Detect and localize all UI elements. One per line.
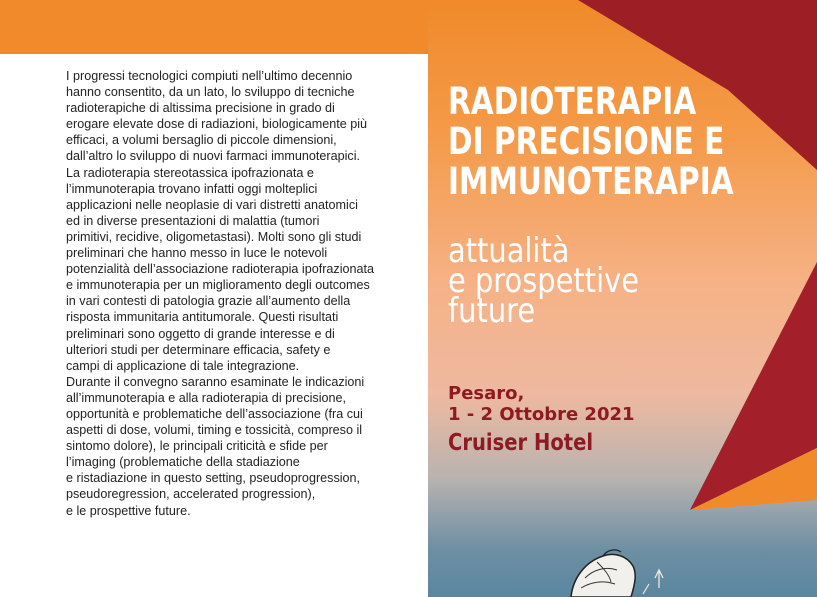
event-dates: 1 - 2 Ottobre 2021 [448, 404, 635, 425]
text-line: erogare elevate dose di radiazioni, biologicamente più [66, 117, 368, 132]
cover-subtitle [448, 231, 639, 331]
text-line: potenzialità dell’associazione radioterapia ipofrazionata [66, 262, 375, 277]
text-line: risposta immunitaria antitumorale. Questi risultati [66, 310, 339, 325]
title-line: IMMUNOTERAPIA [448, 160, 734, 203]
text-line: e immunoterapia per un miglioramento degli outcomes [66, 278, 370, 293]
text-line: efficaci, a volumi bersaglio di piccole dimensioni, [66, 133, 337, 148]
text-line: radioterapiche di altissima precisione in grado di [66, 101, 335, 116]
text-line: applicazioni nelle neoplasie di vari distretti anatomici [66, 197, 358, 212]
event-city: Pesaro, [448, 383, 525, 404]
text-line: in vari contesti di patologia grazie all’aumento della [66, 294, 351, 309]
text-line: all’immunoterapia e alla radioterapia di precisione, [66, 390, 347, 405]
text-line: ulteriori studi per determinare efficacia, safety e [66, 342, 331, 357]
subtitle-line: attualità [448, 231, 570, 271]
text-line: l’immunoterapia trovano infatti oggi molteplici [66, 181, 318, 196]
text-line: hanno consentito, da un lato, lo sviluppo di tecniche [66, 85, 355, 100]
text-line: primitivi, recidive, oligometastasi). Molti sono gli studi [66, 229, 362, 244]
sketch-illustration-icon [563, 548, 673, 597]
title-line: DI PRECISIONE E [448, 120, 725, 163]
subtitle-line: future [448, 291, 536, 331]
text-line: La radioterapia stereotassica ipofrazionata e [66, 165, 314, 180]
subtitle-line: e prospettive [448, 261, 639, 301]
text-line: preliminari che hanno messo in luce le notevoli [66, 246, 328, 261]
intro-text [66, 68, 422, 519]
event-venue: Cruiser Hotel [448, 430, 594, 456]
text-line: ed in diverse presentazioni di malattia (tumori [66, 213, 320, 228]
text-line: pseudoregression, accelerated progression), [66, 487, 316, 502]
cover-title [448, 82, 734, 202]
text-line: e ristadiazione in questo setting, pseudoprogression, [66, 471, 361, 486]
text-line: dall’altro lo sviluppo di nuovi farmaci immunoterapici. [66, 149, 360, 164]
cover-page [428, 0, 817, 597]
text-line: campi di applicazione di tale integrazione. [66, 358, 300, 373]
text-line: opportunità e problematiche dell’associazione (fra cui [66, 406, 363, 421]
title-line: RADIOTERAPIA [448, 80, 697, 123]
text-line: preliminari sono oggetto di grande interesse e di [66, 326, 335, 341]
text-line: l’imaging (problematiche della stadiazione [66, 455, 300, 470]
text-line: sintomo dolore), le principali criticità e sfide per [66, 439, 328, 454]
text-line: I progressi tecnologici compiuti nell’ultimo decennio [66, 69, 353, 83]
text-line: e le prospettive future. [66, 503, 191, 518]
orange-header-bar [0, 0, 428, 54]
text-line: aspetti di dose, volumi, timing e tossicità, compreso il [66, 423, 363, 438]
text-line: Durante il convegno saranno esaminate le indicazioni [66, 374, 365, 389]
